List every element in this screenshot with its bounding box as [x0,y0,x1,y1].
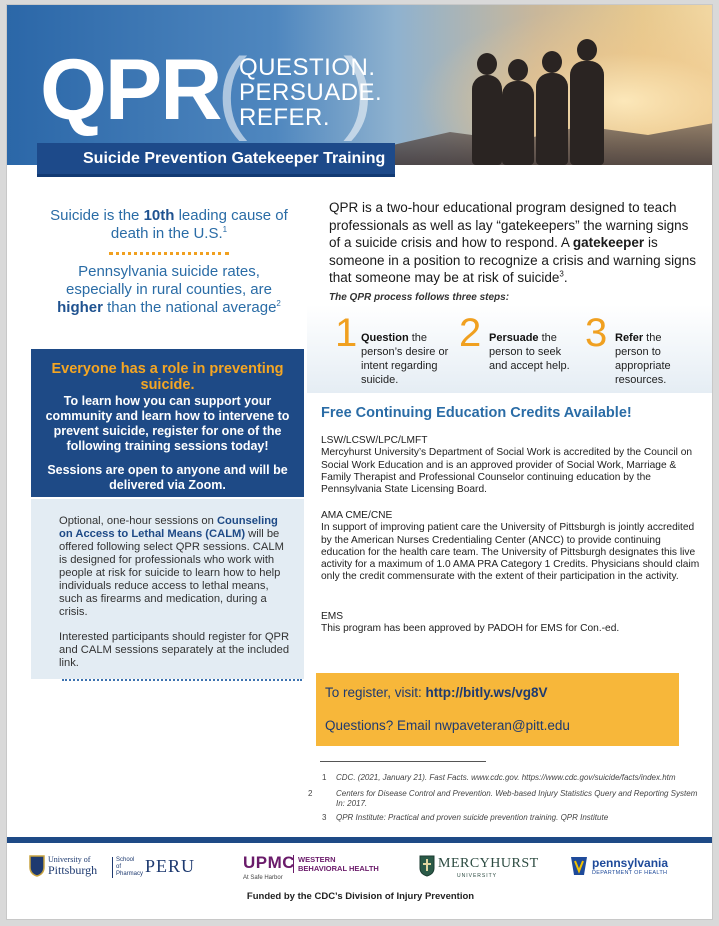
group-photo [464,25,614,165]
mercyhurst-crest-icon [419,855,435,877]
ce-block-ama [321,510,706,584]
role-text: To learn how you can support your community and learn how to intervene to prevent suicide, register for one of the following training sessions today! [45,394,290,453]
hero-header [7,5,713,165]
footnote-2: 2 Centers for Disease Control and Prevention. Web-based Injury Statistics Query and Reporting System In: 2017. [308,789,698,808]
stats-block [47,207,291,317]
word-refer: REFER. [239,104,331,131]
flyer-page [6,4,713,920]
questions-line: Questions? Email nwpaveteran@pitt.edu [325,718,570,733]
role-sessions: Sessions are open to anyone and will be delivered via Zoom. [47,463,288,492]
pitt-pharmacy-logo: University of Pittsburgh School of Pharmacy PERU [29,853,204,885]
ce-body: Mercyhurst University’s Department of Social Work is accredited by the Council on Social Work Education and is an approved provider of Social Work, Marriage & Family Therapist and Professional Counselor continuing education by the Pennsylvania State Licensing Board. [321,447,693,496]
role-callout [31,349,304,497]
ce-body: This program has been approved by PADOH for EMS for Con.-ed. [321,623,620,635]
register-line: To register, visit: http://bitly.ws/vg8V [325,685,548,700]
pitt-shield-icon [29,855,45,877]
footer-bar [7,837,713,843]
footnote-rule [320,761,486,762]
email-link[interactable]: nwpaveteran@pitt.edu [434,718,570,733]
logos-row [7,851,713,887]
ce-body: In support of improving patient care the University of Pittsburgh is jointly accredited by the American Nurses Credentialing Center (ANCC) to provide continuing education for the health care team. The University of Pittsburgh designates this live activity for a maximum of 1.0 AMA PRA Category 1 Credits. Physicians should claim only the credit commensurate with the extent of their participation in the activity. [321,522,700,583]
word-persuade: PERSUADE. [239,79,383,106]
stat-national: Suicide is the 10th leading cause of death in the U.S.$^1$ [50,207,288,242]
paren-right: ) [343,40,374,142]
role-title: Everyone has a role in preventing suicide. [51,361,284,393]
calm-box [31,499,304,679]
footnote-3: 3 QPR Institute: Practical and proven suicide prevention training. QPR Institute [322,813,609,822]
qpr-logo: QPR [40,42,221,138]
calm-paragraph-2: Interested participants should register for QPR and CALM sessions separately at the included link. [59,631,290,669]
ce-title: AMA CME/CNE [321,510,393,521]
footnote-1: 1 CDC. (2021, January 21). Fast Facts. www.cdc.gov. https://www.cdc.gov/suicide/facts/index.htm [322,773,676,782]
ce-title: EMS [321,611,344,622]
title-banner: Suicide Prevention Gatekeeper Training [37,143,395,177]
paren-left: ( [217,40,248,142]
steps-heading: The QPR process follows three steps: [329,292,510,303]
dotted-divider [109,252,229,255]
pa-health-logo: pennsylvania DEPARTMENT OF HEALTH [569,855,689,885]
calm-dotted-divider [62,679,302,681]
ce-block-social-work [321,435,706,496]
funded-by: Funded by the CDC’s Division of Injury Prevention [246,891,475,902]
stat-pennsylvania: Pennsylvania suicide rates, especially in rural counties, are higher than the national average$^2$ [57,263,281,316]
ce-heading: Free Continuing Education Credits Available! [321,405,632,421]
pa-keystone-icon [569,855,589,877]
ce-title: LSW/LCSW/LPC/LMFT [321,435,428,446]
ce-block-ems [321,611,706,636]
intro-paragraph: QPR is a two-hour educational program designed to teach professionals as well as lay “gatekeepers” the warning signs of a suicide crisis and how to respond. A gatekeeper is someone in a position to recognize a crisis and warning signs that someone may be at risk of suicide$^3$. [329,200,696,285]
mercyhurst-logo: MERCYHURST UNIVERSITY [419,853,529,885]
upmc-wbh-logo: UPMC WESTERN BEHAVIORAL HEALTH At Safe Harbor [243,853,379,881]
calm-paragraph-1: Optional, one-hour sessions on Counseling on Access to Lethal Means (CALM) will be offered following select QPR sessions. CALM is designed for professionals who work with people at risk for suicide to learn how to help individuals reduce access to lethal means, such as firearms and medication, during a crisis. [59,515,284,618]
steps-panel: 1 Question the person’s desire or intent regarding suicide. 2 Persuade the person to seek and accept help. 3 Refer the person to appropriate resources. [307,305,713,393]
register-link[interactable]: http://bitly.ws/vg8V [425,685,548,700]
word-question: QUESTION. [239,54,376,81]
register-box [316,673,679,746]
